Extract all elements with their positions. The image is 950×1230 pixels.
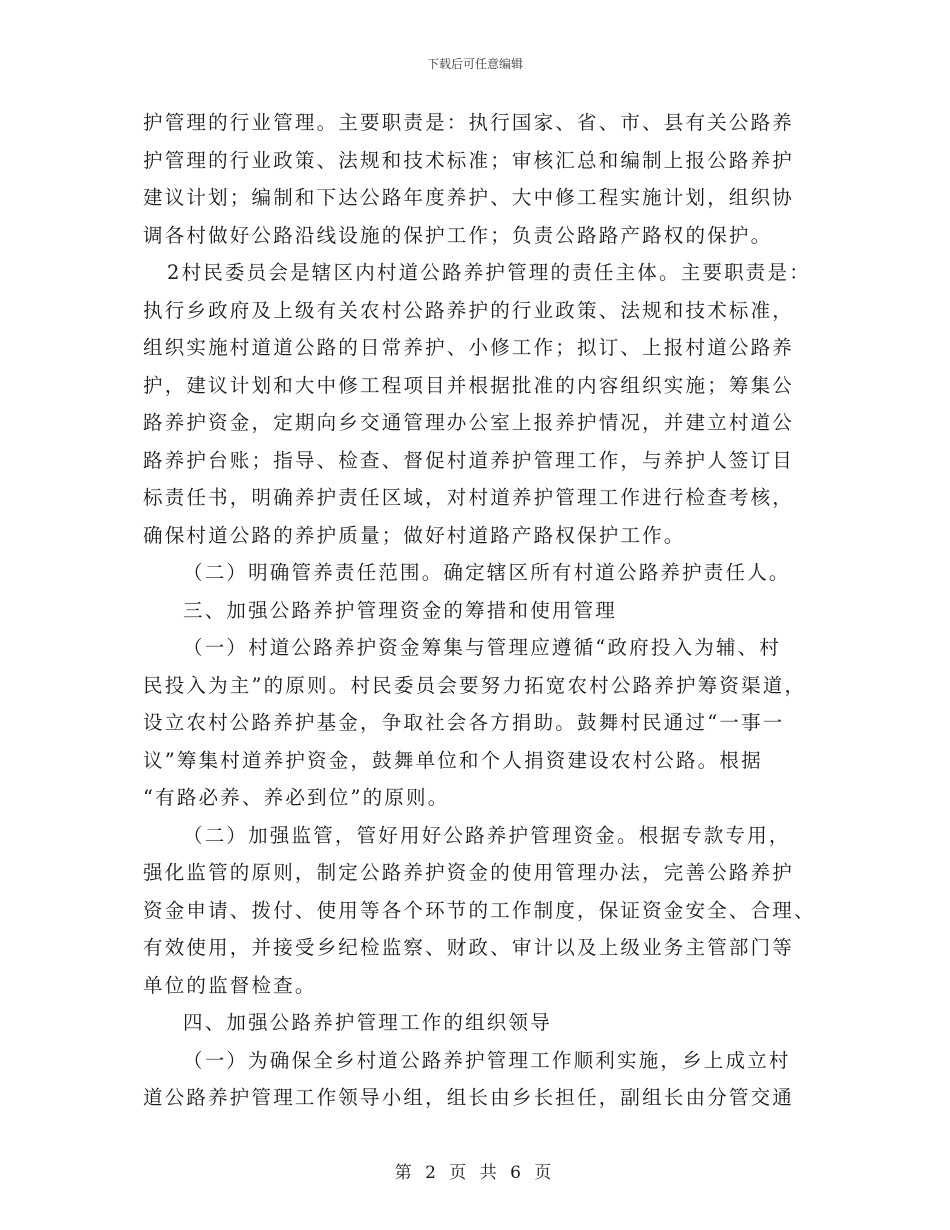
text-line: 有效使用，并接受乡纪检监察、财政、审计以及上级业务主管部门等 [143,936,795,959]
text-line: 强化监管的原则，制定公路养护资金的使用管理办法，完善公路养护 [143,861,795,884]
text-line: 护管理的行业管理。主要职责是：执行国家、省、市、县有关公路养 [143,111,795,134]
text-line: 组织实施村道道公路的日常养护、小修工作；拟订、上报村道公路养 [143,336,795,359]
paragraph-start: （二）明确管养责任范围。确定辖区所有村道公路养护责任人。 [183,561,791,584]
paragraph-start: 2村民委员会是辖区内村道公路养护管理的责任主体。主要职责是： [167,261,811,284]
paragraph-start: （一）村道公路养护资金筹集与管理应遵循“政府投入为辅、村 [183,636,782,659]
text-line: “有路必养、养必到位”的原则。 [143,786,450,809]
text-line: 护，建议计划和大中修工程项目并根据批准的内容组织实施；筹集公 [143,373,795,397]
section-heading: 四、加强公路养护管理工作的组织领导 [183,1011,552,1034]
text-line: 执行乡政府及上级有关农村公路养护的行业政策、法规和技术标准， [143,298,795,322]
text-line: 单位的监督检查。 [143,973,317,997]
text-line: 标责任书，明确养护责任区域，对村道养护管理工作进行检查考核， [143,486,795,509]
paragraph-start: （一）为确保全乡村道公路养护管理工作顺利实施，乡上成立村 [183,1048,791,1072]
page-header: 下载后可任意编辑 [426,57,523,71]
text-line: 路养护台账；指导、检查、督促村道养护管理工作，与养护人签订目 [143,448,795,472]
paragraph-start: （二）加强监管，管好用好公路养护管理资金。根据专款专用， [183,823,791,847]
document-body [143,104,833,1117]
text-line: 调各村做好公路沿线设施的保护工作；负责公路路产路权的保护。 [143,223,773,247]
text-line: 民投入为主”的原则。村民委员会要努力拓宽农村公路养护筹资渠道， [143,673,807,697]
text-line: 道公路养护管理工作领导小组，组长由乡长担任，副组长由分管交通 [143,1086,795,1109]
text-line: 设立农村公路养护基金，争取社会各方捐助。鼓舞村民通过“一事一 [143,711,785,734]
text-line: 确保村道公路的养护质量；做好村道路产路权保护工作。 [143,523,686,547]
text-line: 路养护资金，定期向乡交通管理办公室上报养护情况，并建立村道公 [143,411,795,434]
text-line: 资金申请、拨付、使用等各个环节的工作制度，保证资金安全、合理、 [143,898,816,922]
section-heading: 三、加强公路养护管理资金的筹措和使用管理 [183,598,618,622]
page-footer: 第 2 页 共 6 页 [394,1163,556,1183]
text-line: 护管理的行业政策、法规和技术标准；审核汇总和编制上报公路养护 [143,148,795,172]
text-line: 议”筹集村道养护资金，鼓舞单位和个人捐资建设农村公路。根据 [143,748,763,772]
text-line: 建议计划；编制和下达公路年度养护、大中修工程实施计划，组织协 [143,186,795,209]
